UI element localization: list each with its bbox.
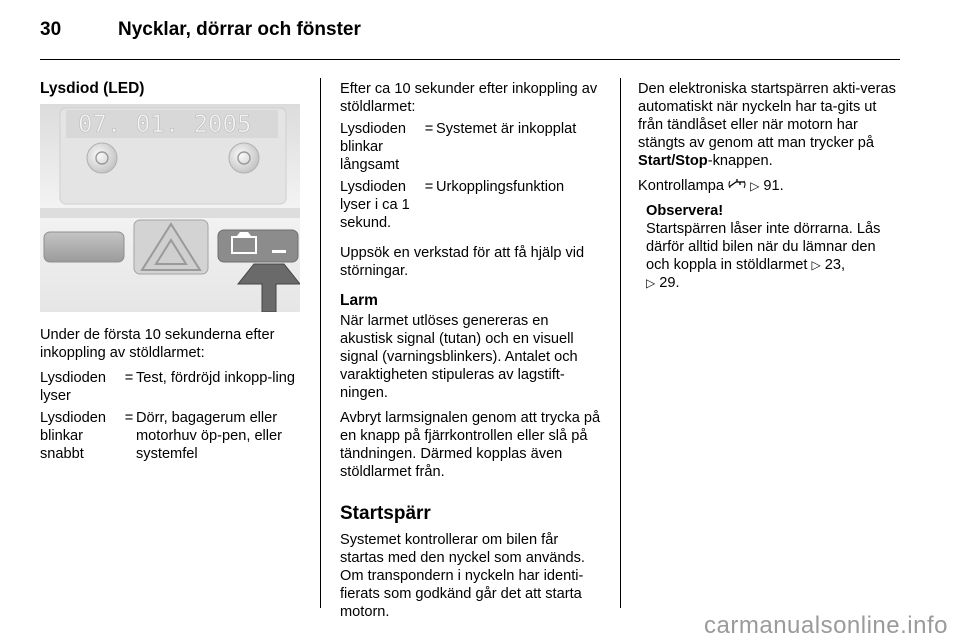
page-ref-arrow-icon: ▷	[750, 179, 760, 193]
table-row	[40, 369, 306, 409]
immobilizer-key-icon	[728, 178, 746, 191]
equals-sign: =	[124, 410, 134, 426]
equals-sign: =	[124, 370, 134, 386]
dashboard-illustration	[40, 104, 300, 312]
control-lamp-page-ref[interactable]: 91.	[763, 178, 784, 194]
workshop-text: Uppsök en verkstad för att få hjälp vid störningar.	[340, 245, 585, 279]
note-title: Observera!	[646, 203, 724, 219]
column-divider-1	[320, 78, 321, 608]
control-lamp-line	[638, 177, 902, 195]
led-state: Lysdioden lyser	[40, 370, 106, 404]
led-state: Lysdioden blinkar snabbt	[40, 410, 106, 462]
table-row	[40, 409, 306, 463]
led-status-table-2	[340, 120, 604, 232]
control-lamp-text: Kontrollampa	[638, 178, 724, 194]
note-page-ref-2[interactable]: 29.	[659, 275, 680, 291]
display-readout: 07. 01. 2005	[78, 110, 252, 138]
note-box	[646, 202, 902, 292]
led-intro-text: Under de första 10 sekunderna efter inkoppling av stöldlarmet:	[40, 327, 275, 361]
led-figure	[40, 104, 300, 312]
watermark: carmanualsonline.info	[704, 612, 948, 639]
after-arming-intro: Efter ca 10 sekunder efter inkoppling av stöldlarmet:	[340, 81, 598, 115]
section-heading-larm: Larm	[340, 292, 378, 309]
start-stop-label: Start/Stop	[638, 153, 708, 169]
led-meaning: Urkopplingsfunktion	[436, 179, 565, 195]
table-row	[340, 120, 604, 178]
page-ref-arrow-icon: ▷	[646, 276, 656, 290]
immobilizer-text-a: Den elektroniska startspärren akti-veras automatiskt när nyckeln har ta-gits ut från tändlåset eller när motorn har stängts av genom att man trycker på	[638, 81, 896, 151]
column-divider-2	[620, 78, 621, 608]
led-meaning: Systemet är inkopplat	[436, 121, 577, 137]
page-ref-arrow-icon: ▷	[811, 258, 821, 272]
led-meaning: Dörr, bagagerum eller motorhuv öp-pen, eller systemfel	[136, 410, 283, 462]
larm-paragraph-1: När larmet utlöses genereras en akustisk signal (tutan) och en visuell signal (varningsblinkers). Antalet och varaktigheten stipuleras av lagstift-ningen.	[340, 313, 578, 401]
immobilizer-paragraph	[638, 80, 902, 170]
equals-sign: =	[424, 179, 434, 195]
note-page-ref-1[interactable]: 23,	[824, 257, 846, 273]
second-button-icon	[229, 143, 259, 173]
note-body: Startspärren låser inte dörrarna. Lås därför alltid bilen när du lämnar den och koppla in stöldlarmet	[646, 221, 881, 273]
hazard-triangle-icon	[134, 220, 208, 274]
section-heading-startsparr: Startspärr	[340, 503, 431, 524]
column-2	[340, 80, 604, 628]
startsparr-paragraph: Systemet kontrollerar om bilen får startas med den nyckel som används. Om transpondern i nyckeln har identi-fierats som godkänd går det att starta motorn.	[340, 532, 585, 620]
page-title: Nycklar, dörrar och fönster	[118, 19, 361, 40]
page-number: 30	[40, 19, 62, 40]
immobilizer-text-b: -knappen.	[707, 153, 773, 169]
section-heading-led: Lysdiod (LED)	[40, 80, 145, 97]
clock-button-icon	[87, 143, 117, 173]
equals-sign: =	[424, 121, 434, 137]
table-row	[340, 178, 604, 232]
led-status-table-1	[40, 369, 306, 463]
led-state: Lysdioden lyser i ca 1 sekund.	[340, 179, 410, 231]
car-led-indicator-icon	[218, 230, 298, 262]
note-text	[646, 220, 902, 292]
led-meaning: Test, fördröjd inkopp-ling	[136, 370, 295, 386]
column-3	[638, 80, 902, 292]
column-1	[40, 80, 306, 471]
header-divider	[40, 59, 900, 60]
led-state: Lysdioden blinkar långsamt	[340, 121, 406, 173]
larm-paragraph-2: Avbryt larmsignalen genom att trycka på en knapp på fjärrkontrollen eller slå på tändningen. Därmed kopplas även stöldlarmet från.	[340, 410, 601, 480]
